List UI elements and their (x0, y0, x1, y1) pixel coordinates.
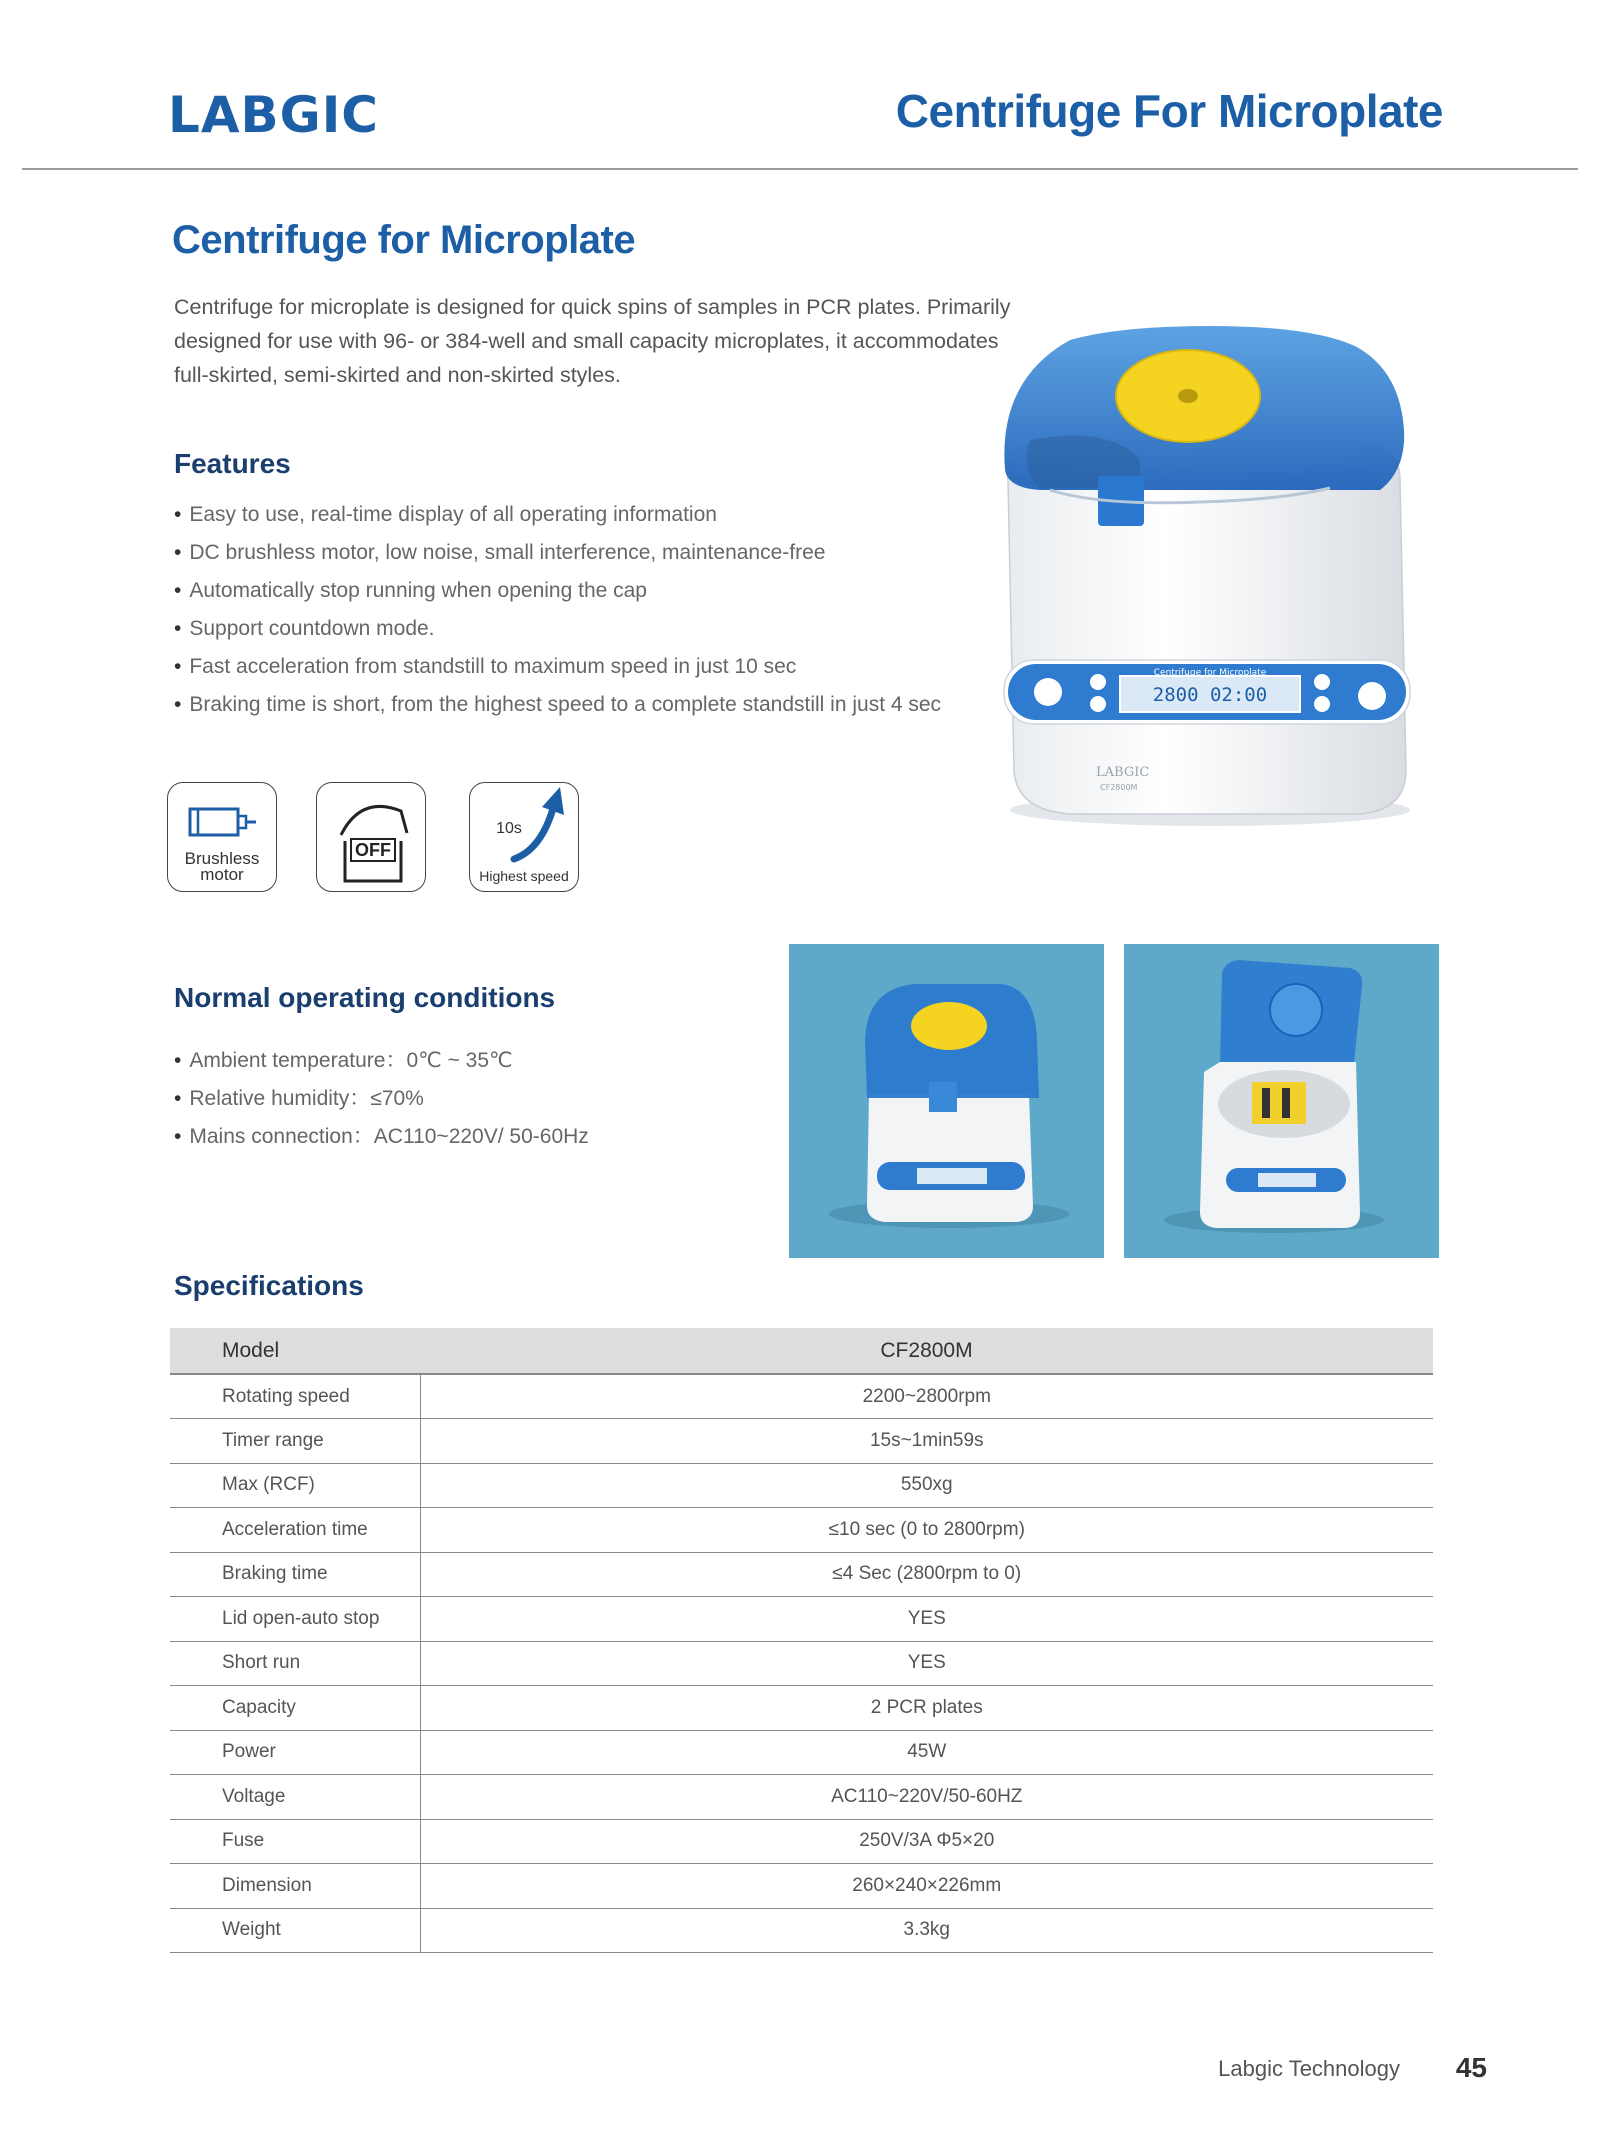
table-row (170, 1819, 1433, 1864)
table-row (170, 1374, 1433, 1419)
spec-label: Braking time (170, 1552, 420, 1597)
spec-label: Rotating speed (170, 1374, 420, 1419)
spec-value: 550xg (420, 1463, 1433, 1508)
list-item: • Fast acceleration from standstill to maximum speed in just 10 sec (174, 655, 797, 678)
header-title: Centrifuge For Microplate (895, 85, 1443, 137)
table-row (170, 1463, 1433, 1508)
table-row (170, 1908, 1433, 1953)
spec-label: Power (170, 1730, 420, 1775)
lid-open-icon (317, 783, 427, 893)
svg-text:Centrifuge for Microplate: Centrifuge for Microplate (1153, 668, 1267, 678)
header-divider (22, 168, 1578, 170)
column-header: CF2800M (420, 1328, 1433, 1374)
spec-value: ≤4 Sec (2800rpm to 0) (420, 1552, 1433, 1597)
product-image (960, 320, 1430, 830)
specifications-heading: Specifications (174, 1270, 364, 1301)
spec-label: Short run (170, 1641, 420, 1686)
brushless-motor-badge (167, 782, 277, 892)
features-heading: Features (174, 448, 291, 479)
highest-speed-badge (469, 782, 579, 892)
list-item: • Automatically stop running when opening the cap (174, 579, 647, 602)
table-row (170, 1419, 1433, 1464)
list-item: • Support countdown mode. (174, 617, 435, 640)
spec-value: 260×240×226mm (420, 1864, 1433, 1909)
badge-caption: motor (200, 865, 244, 884)
spec-label: Max (RCF) (170, 1463, 420, 1508)
spec-label: Weight (170, 1908, 420, 1953)
spec-label: Capacity (170, 1686, 420, 1731)
speed-time-label: 10s (496, 820, 522, 837)
list-item: • Relative humidity：≤70% (174, 1087, 424, 1110)
svg-text:LABGIC: LABGIC (1096, 765, 1150, 780)
conditions-heading: Normal operating conditions (174, 982, 556, 1013)
lid-off-badge (316, 782, 426, 892)
list-item: • Braking time is short, from the highest speed to a complete standstill in just 4 sec (174, 693, 942, 716)
off-label: OFF (355, 840, 391, 860)
spec-label: Lid open-auto stop (170, 1597, 420, 1642)
spec-label: Timer range (170, 1419, 420, 1464)
svg-text:2800 02:00: 2800 02:00 (1152, 684, 1268, 706)
list-item: • Easy to use, real-time display of all operating information (174, 503, 717, 526)
column-header: Model (170, 1328, 420, 1374)
table-row (170, 1864, 1433, 1909)
specifications-table (170, 1328, 1433, 1953)
page-title: Centrifuge for Microplate (172, 218, 636, 262)
spec-value: 45W (420, 1730, 1433, 1775)
table-row (170, 1552, 1433, 1597)
badge-caption: Brushless (184, 849, 260, 868)
spec-value: 15s~1min59s (420, 1419, 1433, 1464)
spec-label: Voltage (170, 1775, 420, 1820)
page-number: 45 (1455, 2052, 1487, 2083)
spec-label: Dimension (170, 1864, 420, 1909)
spec-value: 250V/3A Φ5×20 (420, 1819, 1433, 1864)
table-row (170, 1775, 1433, 1820)
list-item: • Mains connection：AC110~220V/ 50-60Hz (174, 1125, 589, 1148)
table-row (170, 1686, 1433, 1731)
brand-logo: LABGIC (168, 86, 380, 144)
product-photo-closed (789, 944, 1104, 1258)
table-row (170, 1730, 1433, 1775)
spec-label: Acceleration time (170, 1508, 420, 1553)
list-item: • DC brushless motor, low noise, small interference, maintenance-free (174, 541, 826, 564)
conditions-list (174, 1042, 589, 1156)
spec-value: AC110~220V/50-60HZ (420, 1775, 1433, 1820)
intro-paragraph: Centrifuge for microplate is designed for quick spins of samples in PCR plates. Primarily designed for use with 96- or 384-well and small capacity microplates, it accommodates full-skirted, semi-skirted and non-skirted styles. (174, 295, 1011, 387)
footer-company: Labgic Technology (1218, 2056, 1400, 2081)
list-item: • Ambient temperature：0℃ ~ 35℃ (174, 1049, 513, 1072)
spec-value: 2200~2800rpm (420, 1374, 1433, 1419)
table-row (170, 1597, 1433, 1642)
svg-text:CF2800M: CF2800M (1100, 783, 1138, 792)
badge-caption: Highest speed (479, 868, 569, 884)
spec-value: ≤10 sec (0 to 2800rpm) (420, 1508, 1433, 1553)
features-list (174, 496, 941, 724)
table-header-row (170, 1328, 1433, 1374)
spec-value: 2 PCR plates (420, 1686, 1433, 1731)
product-photo-open (1124, 944, 1439, 1258)
spec-value: 3.3kg (420, 1908, 1433, 1953)
table-row (170, 1508, 1433, 1553)
spec-value: YES (420, 1641, 1433, 1686)
table-row (170, 1641, 1433, 1686)
spec-value: YES (420, 1597, 1433, 1642)
spec-label: Fuse (170, 1819, 420, 1864)
